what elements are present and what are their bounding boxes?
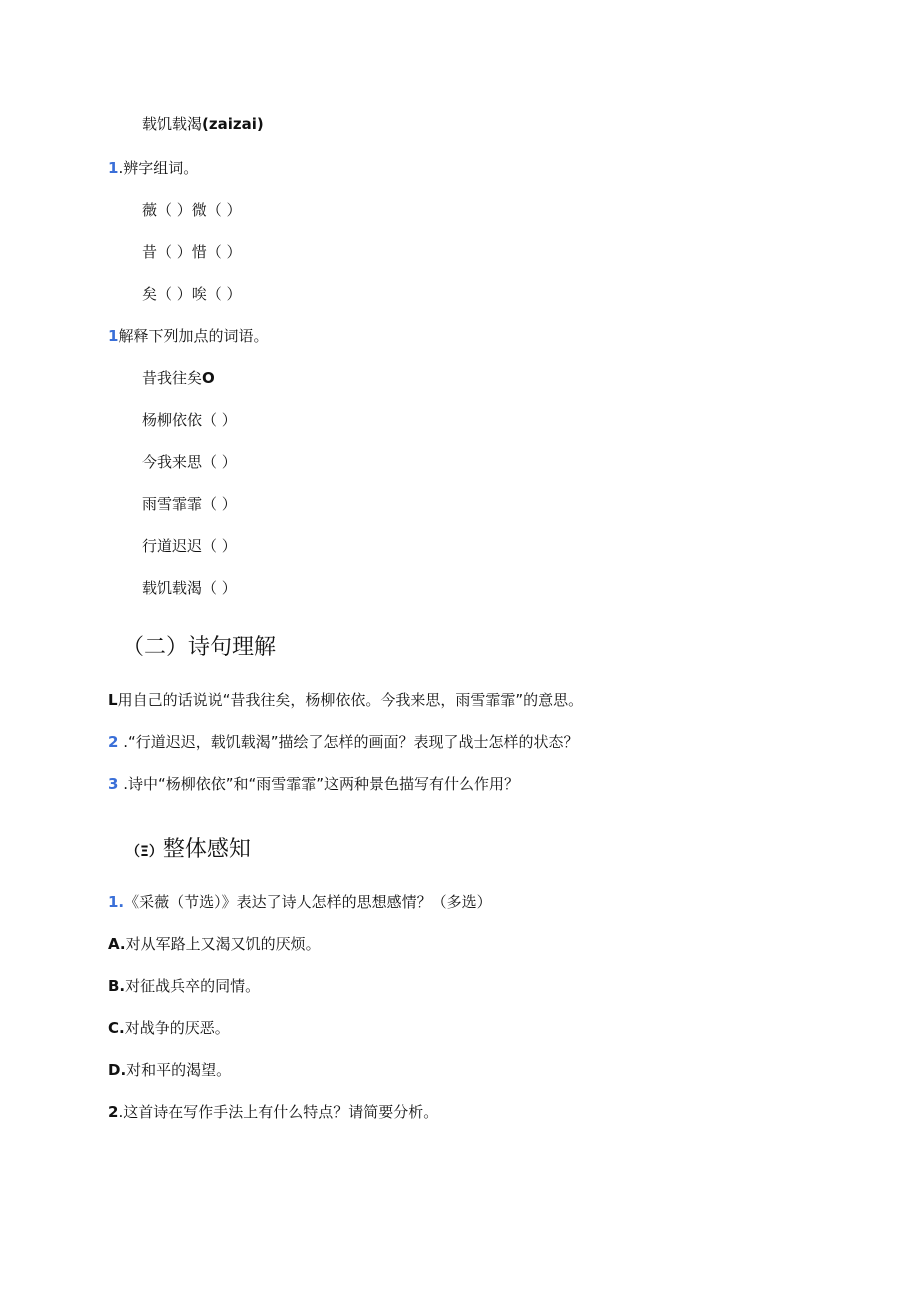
section-title-prefix: （Ξ） (126, 844, 163, 860)
question-number: 1. (108, 893, 125, 911)
option-b (108, 976, 260, 996)
question-text: 用自己的话说说“昔我往矣，杨柳依依。今我来思，雨雪霏霏”的意思。 (117, 691, 584, 709)
option-d (108, 1060, 231, 1080)
question-text: .诗中“杨柳依依”和“雨雪霏霏”这两种景色描写有什么作用？ (118, 775, 520, 793)
question-number: 1 (108, 327, 119, 345)
question-distinguish (108, 158, 198, 178)
option-text: 对征战兵卒的同情。 (125, 977, 261, 995)
top-line-pinyin: (zaizai) (202, 115, 264, 133)
option-label: A. (108, 935, 126, 953)
question-emotions (108, 892, 492, 912)
question-text: 解释下列加点的词语。 (118, 327, 269, 345)
explain-item-2: 杨柳依依（ ） (142, 411, 237, 429)
explain-item-6: 载饥载渴（ ） (142, 579, 237, 597)
question-text: .“行道迟迟，载饥载渴”描绘了怎样的画面？表现了战士怎样的状态？ (118, 733, 579, 751)
word-pair-2: 昔（ ）惜（ ） (142, 243, 242, 261)
option-label: D. (108, 1061, 127, 1079)
option-text: 对从军路上又渴又饥的厌烦。 (125, 935, 321, 953)
explain-item-3: 今我来思（ ） (142, 453, 237, 471)
question-number: 3 (108, 775, 119, 793)
question-text: 《采薇（节选）》表达了诗人怎样的思想感情？（多选） (124, 893, 492, 911)
question-scenery-effect (108, 774, 519, 794)
explain-item-4: 雨雪霏霏（ ） (142, 495, 237, 513)
option-text: 对战争的厌恶。 (124, 1019, 230, 1037)
word-pair-1: 薇（ ）微（ ） (142, 201, 242, 219)
question-text: .这首诗在写作手法上有什么特点？请简要分析。 (118, 1103, 439, 1121)
explain-item-5: 行道迟迟（ ） (142, 537, 237, 555)
option-text: 对和平的渴望。 (126, 1061, 232, 1079)
question-number: 2 (108, 1103, 119, 1121)
explain-item-suffix: O (202, 369, 215, 387)
question-technique (108, 1102, 438, 1122)
option-label: C. (108, 1019, 125, 1037)
section-title-text: 整体感知 (162, 837, 251, 862)
option-a (108, 934, 321, 954)
question-paraphrase (108, 690, 583, 710)
section-title-poem-understanding: （二）诗句理解 (122, 635, 277, 660)
explain-item-1 (142, 368, 215, 388)
question-number: 1 (108, 159, 119, 177)
top-line (142, 114, 264, 134)
option-c (108, 1018, 230, 1038)
section-title-overall (126, 836, 251, 866)
word-pair-3: 矣（ ）唉（ ） (142, 285, 242, 303)
option-label: B. (108, 977, 126, 995)
top-line-text: 载饥载渴 (142, 115, 203, 133)
question-number: 2 (108, 733, 119, 751)
explain-item-text: 昔我往矣 (142, 369, 203, 387)
question-explain (108, 326, 268, 346)
question-number: L (108, 691, 118, 709)
question-text: .辨字组词。 (118, 159, 199, 177)
question-scene (108, 732, 579, 752)
